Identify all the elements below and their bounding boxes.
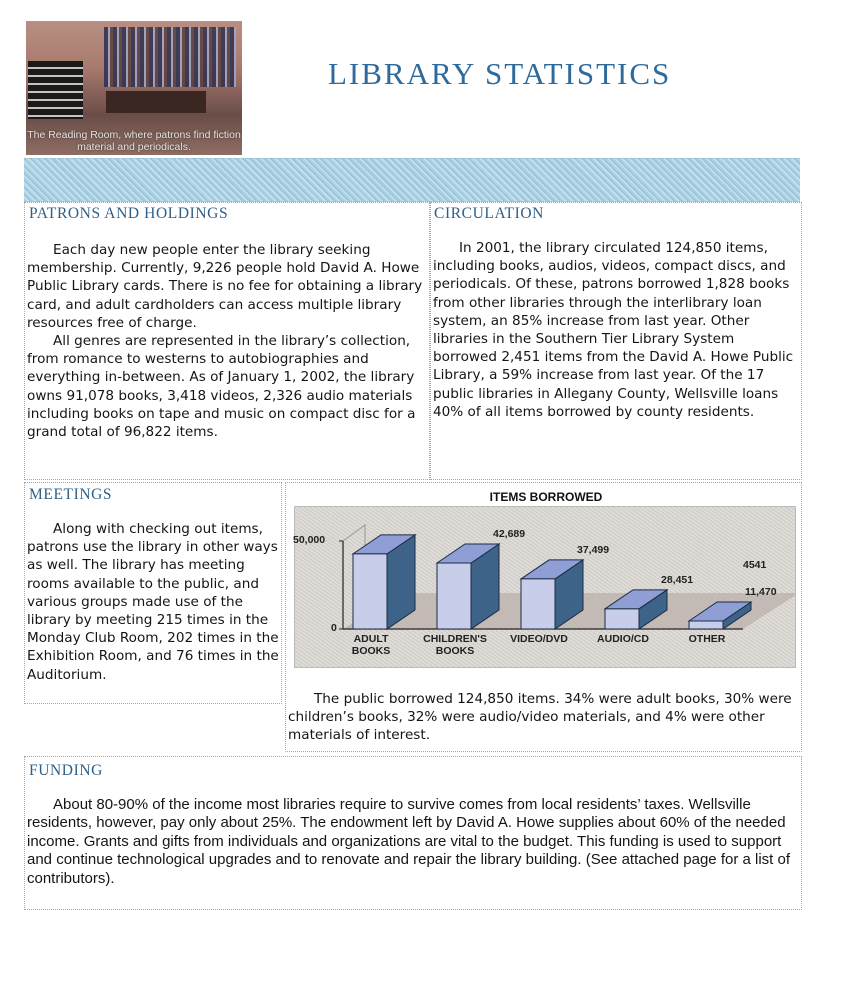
- value-label: 4541: [743, 559, 767, 571]
- patrons-heading: PATRONS AND HOLDINGS: [29, 205, 229, 222]
- bar-4: [689, 621, 723, 629]
- funding-paragraph: About 80-90% of the income most libraries require to survive comes from local residents’ taxes. Wellsville residents, however, pay only about 25%. The endowment left by David A. Howe supplies about 60% of the needed income. Grants and gifts from individuals and organizations are vital to the budget. This funding is used to support and continue technological upgrades and to renovate and repair the library building. (See attached page for a list of contributors).: [27, 796, 791, 887]
- funding-text: [27, 796, 799, 888]
- chart-caption-text: The public borrowed 124,850 items. 34% were adult books, 30% were children’s books, 32% were audio/video materials, and 4% were other materials of interest.: [288, 691, 792, 744]
- circulation-heading: CIRCULATION: [434, 205, 544, 222]
- photo-caption: The Reading Room, where patrons find fiction material and periodicals.: [27, 129, 241, 153]
- x-axis-label: OTHER: [688, 633, 726, 645]
- funding-heading: FUNDING: [29, 762, 103, 779]
- value-label: 37,499: [577, 543, 610, 556]
- patrons-paragraph: All genres are represented in the library’s collection, from romance to westerns to autobiographies and everything in-between. As of January 1, 2002, the library owns 91,078 books, 3,418 videos, 2,326 audio materials including books on tape and music on compact disc for a grand total of 96,822 items.: [27, 333, 416, 441]
- meetings-paragraph: Along with checking out items, patrons use the library in other ways as well. The library has meeting rooms available to the public, and various groups made use of the library by meeting 215 times in the Monday Club Room, 202 times in the Exhibition Room, and 76 times in the Auditorium.: [27, 521, 279, 683]
- circulation-text: [433, 239, 799, 421]
- chart-caption: [288, 690, 802, 745]
- value-label: 11,470: [745, 586, 777, 598]
- reading-room-photo: [26, 21, 242, 155]
- value-label: 28,451: [661, 573, 694, 586]
- meetings-heading: MEETINGS: [29, 486, 113, 503]
- x-axis-label: CHILDREN'S BOOKS: [423, 633, 487, 657]
- bar-0: [353, 554, 387, 629]
- decorative-band: [24, 158, 800, 202]
- items-borrowed-chart: [290, 488, 802, 668]
- bar-3: [605, 609, 639, 629]
- x-axis-label: AUDIO/CD: [597, 633, 649, 645]
- page-title: LIBRARY STATISTICS: [328, 56, 672, 91]
- circulation-paragraph: In 2001, the library circulated 124,850 items, including books, audios, videos, compact discs, and periodicals. Of these, patrons borrowed 1,828 books from other libraries through the interlibrary loan system, an 85% increase from last year. Other libraries in the Southern Tier Library System borrowed 2,451 items from the David A. Howe Public Library, a 59% increase from last year. Of the 17 public libraries in Allegany County, Wellsville loans 40% of all items borrowed by county residents.: [433, 240, 794, 420]
- meetings-text: [27, 520, 281, 684]
- chart-title: ITEMS BORROWED: [489, 490, 603, 504]
- x-axis-label: ADULT BOOKS: [351, 633, 391, 657]
- patrons-paragraph: Each day new people enter the library seeking membership. Currently, 9,226 people hold David A. Howe Public Library cards. There is no fee for obtaining a library card, and adult cardholders can access multiple library resources free of charge.: [27, 242, 423, 331]
- bar-2: [521, 579, 555, 629]
- value-label: 42,689: [493, 528, 526, 540]
- patrons-text: [27, 241, 429, 441]
- bar-1: [437, 563, 471, 629]
- y-tick-zero: 0: [331, 622, 337, 634]
- chart-plot-area: [294, 506, 796, 668]
- x-axis-label: VIDEO/DVD: [510, 633, 568, 645]
- y-tick-max: 50,000: [293, 534, 326, 546]
